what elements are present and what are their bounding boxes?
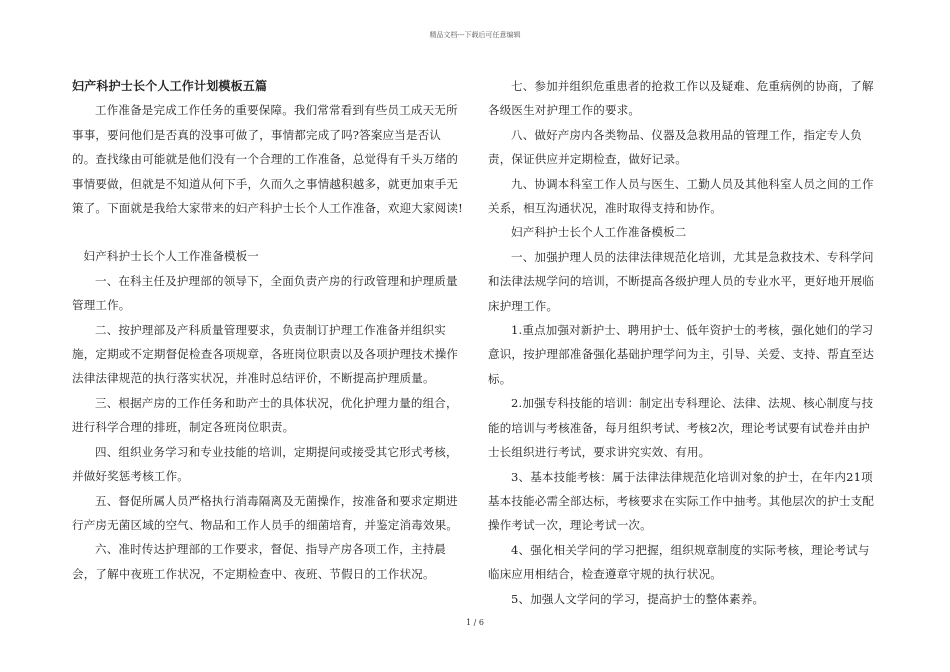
list-item: 六、准时传达护理部的工作要求，督促、指导产房各项工作，主持晨会，了解中夜班工作状况，不定期检查中、夜班、节假日的工作状况。	[72, 542, 446, 581]
list-item: 5、加强人文学问的学习，提高护士的整体素养。	[511, 591, 765, 606]
section-heading-1: 妇产科护士长个人工作准备模板一	[83, 249, 259, 264]
list-item: 4、强化相关学问的学习把握，组织规章制度的实际考核，理论考试与临床应用相结合，检查遵章守规的执行状况。	[488, 542, 870, 582]
section-heading-2: 妇产科护士长个人工作准备模板二	[511, 225, 687, 240]
list-item: 2.加强专科技能的培训：制定出专科理论、法律、法规、核心制度与技能的培训与考核准备，每月组织考试、考核2次，理论考试要有试卷并由护士长组织进行考试，要求讲究实效、有用。	[488, 396, 874, 460]
list-item: 三、根据产房的工作任务和助产士的具体状况，优化护理力量的组合，进行科学合理的排班，制定各班岗位职责。	[72, 395, 458, 435]
list-item: 九、协调本科室工作人员与医生、工勤人员及其他科室人员之间的工作关系，相互沟通状况，准时取得支持和协作。	[488, 176, 874, 216]
page-number: 1 / 6	[466, 618, 484, 627]
left-column	[72, 74, 464, 586]
list-item: 二、按护理部及产科质量管理要求，负责制订护理工作准备并组织实施，定期或不定期督促检查各项规章，各班岗位职责以及各项护理技术操作法律法律规范的执行落实状况，并准时总结评价，不断提高护理质量。	[72, 322, 459, 386]
list-item: 3、基本技能考核：属于法律法律规范化培训对象的护士，在年内21项基本技能必需全部达标，考核要求在实际工作中抽考。其他层次的护士支配操作考试一次，理论考试一次。	[488, 469, 875, 533]
page-header: 精品文档---下载后可任意编辑	[429, 31, 521, 39]
list-item: 一、在科主任及护理部的领导下，全面负责产房的行政管理和护理质量管理工作。	[72, 273, 458, 313]
list-item: 四、组织业务学习和专业技能的培训，定期提问或接受其它形式考核，并做好奖惩考核工作。	[72, 444, 458, 484]
spacer	[72, 220, 464, 244]
list-item: 七、参加并组织危重患者的抢救工作以及疑难、危重病例的协商，了解各级医生对护理工作的要求。	[488, 79, 874, 118]
list-item: 1.重点加强对新护士、聘用护士、低年资护士的考核，强化她们的学习意识，按护理部准备强化基础护理学问为主，引导、关爱、支持、帮直至达标。	[488, 323, 875, 386]
intro-paragraph: 工作准备是完成工作任务的重要保障。我们常常看到有些员工成天无所事事，要问他们是否真的没事可做了，事情都完成了吗?答案应当是否认的。查找缘由可能就是他们没有一个合理的工作准备，总觉得有千头万绪的事情要做，但就是不知道从何下手，久而久之事情越积越多，就更加束手无策了。下面就是我给大家带来的妇产科护士长个人工作准备，欢迎大家阅读!	[72, 103, 463, 216]
list-item: 一、加强护理人员的法律法律规范化培训，尤其是急救技术、专科学问和法律法规学问的培训，不断提高各级护理人员的专业水平，更好地开展临床护理工作。	[488, 249, 875, 313]
list-item: 八、做好产房内各类物品、仪器及急救用品的管理工作，指定专人负责，保证供应并定期检查，做好记录。	[488, 127, 862, 167]
right-column	[488, 74, 880, 611]
list-item: 五、督促所属人员严格执行消毒隔离及无菌操作，按准备和要求定期进行产房无菌区域的空气、物品和工作人员手的细菌培育，并鉴定消毒效果。	[72, 493, 459, 532]
document-title: 妇产科护士长个人工作计划模板五篇	[72, 79, 268, 93]
